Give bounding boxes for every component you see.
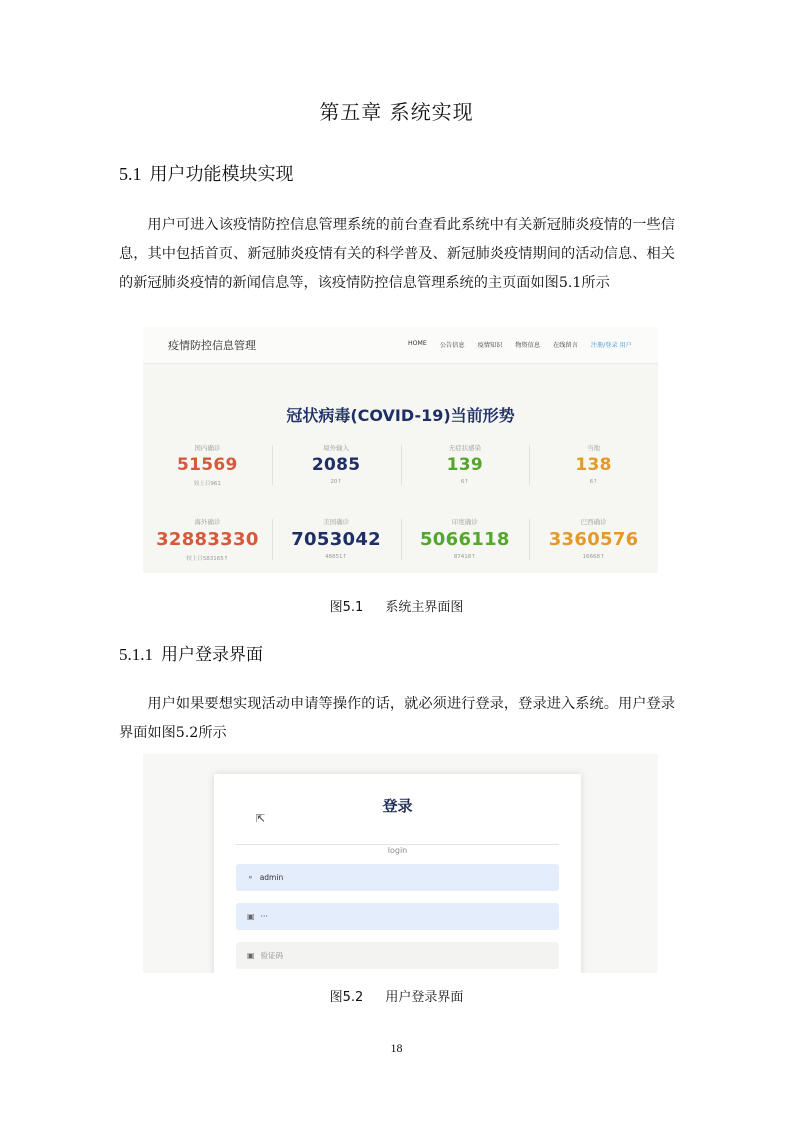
captcha-placeholder: 验证码 [260, 951, 284, 960]
stat-delta: 16668↑ [582, 554, 605, 560]
stat-label: 印度确诊 [451, 518, 478, 526]
stat-delta: 20↑ [330, 479, 342, 485]
nav-knowledge: 疫情知识 [477, 342, 503, 349]
stat-value: 3360576 [548, 529, 639, 550]
stat-cell [401, 443, 530, 487]
stat-cell [529, 443, 658, 487]
figure-dashboard-screenshot [143, 327, 658, 573]
stat-cell [529, 517, 658, 562]
section-heading [119, 160, 294, 186]
nav-messages: 在线留言 [553, 342, 578, 349]
login-title: 登录 [382, 797, 413, 815]
stats-row-1 [143, 443, 658, 487]
caption-text: 用户登录界面 [385, 990, 464, 1005]
site-name: 疫情防控信息管理 [168, 339, 256, 352]
login-card [214, 774, 581, 973]
stat-delta: 较上日583165↑ [186, 556, 229, 562]
lock-icon: ▣ [247, 912, 255, 921]
body-paragraph-1 [119, 211, 675, 298]
stat-value: 138 [575, 455, 612, 475]
stat-label: 美国确诊 [323, 518, 350, 526]
stat-cell [272, 517, 401, 562]
stat-value: 139 [446, 455, 484, 475]
paragraph-text: 用户如果要想实现活动申请等操作的话，就必须进行登录，登录进入系统。用户登录界面如图5.2所示 [119, 696, 675, 741]
caption-text: 系统主界面图 [385, 600, 464, 615]
stat-cell [272, 443, 401, 487]
stat-cell [143, 517, 272, 562]
section-number: 5.1 [119, 164, 142, 184]
stat-value: 7053042 [291, 529, 382, 550]
stat-delta: 6↑ [589, 479, 598, 485]
dashboard-headline: 冠状病毒(COVID-19)当前形势 [286, 406, 515, 425]
site-nav [408, 340, 632, 349]
stat-delta: 48851↑ [325, 554, 348, 560]
stats-row-2 [143, 517, 658, 562]
stat-cell [401, 517, 530, 562]
stat-value: 32883330 [156, 529, 259, 550]
subsection-title: 用户登录界面 [161, 645, 263, 665]
section-title: 用户功能模块实现 [149, 164, 294, 185]
stat-label: 国内确诊 [194, 444, 221, 452]
stat-label: 海外确诊 [194, 518, 221, 526]
site-header [143, 327, 658, 364]
stat-value: 51569 [177, 455, 238, 475]
body-paragraph-2 [119, 690, 675, 748]
nav-home: HOME [408, 340, 427, 347]
user-icon: ⚬ [247, 873, 254, 882]
caption-number: 图5.1 [329, 600, 364, 615]
stat-label: 无症状感染 [448, 444, 482, 452]
subsection-heading [119, 640, 263, 665]
nav-announcements: 公告信息 [439, 342, 465, 349]
stat-cell [143, 443, 272, 487]
stat-value: 5066118 [419, 529, 510, 550]
stat-label: 境外输入 [323, 444, 350, 452]
captcha-field [236, 942, 559, 969]
stat-delta: 较上日961 [193, 481, 221, 487]
paragraph-text: 用户可进入该疫情防控信息管理系统的前台查看此系统中有关新冠肺炎疫情的一些信息，其中包括首页、新冠肺炎疫情有关的科学普及、新冠肺炎疫情期间的活动信息、相关的新冠肺炎疫情的新闻信息等，该疫情防控信息管理系统的主页面如图5.1所示 [119, 217, 675, 291]
divider-label-text: login [382, 846, 414, 855]
stat-delta: 6↑ [460, 479, 469, 485]
username-field [236, 864, 559, 891]
subsection-number: 5.1.1 [119, 645, 153, 664]
stat-value: 2085 [311, 455, 361, 475]
username-value: admin [259, 873, 284, 882]
password-field [236, 903, 559, 930]
stat-label: 巴西确诊 [580, 518, 607, 526]
stat-delta: 87418↑ [453, 554, 476, 560]
nav-login: 注册/登录 用户 [590, 342, 632, 349]
divider-label [214, 838, 581, 857]
figure-caption-2 [0, 986, 793, 1005]
mouse-cursor-icon: ⇱ [256, 812, 266, 825]
caption-number: 图5.2 [329, 990, 364, 1005]
password-value: ··· [260, 912, 268, 921]
stat-label: 当地 [587, 444, 601, 452]
page-number: 18 [390, 1041, 403, 1055]
figure-login-screenshot [143, 754, 658, 973]
lock-icon: ▣ [247, 951, 255, 960]
chapter-title: 第五章 系统实现 [319, 100, 474, 124]
figure-caption-1 [0, 596, 793, 615]
nav-supplies: 物资信息 [515, 342, 541, 349]
